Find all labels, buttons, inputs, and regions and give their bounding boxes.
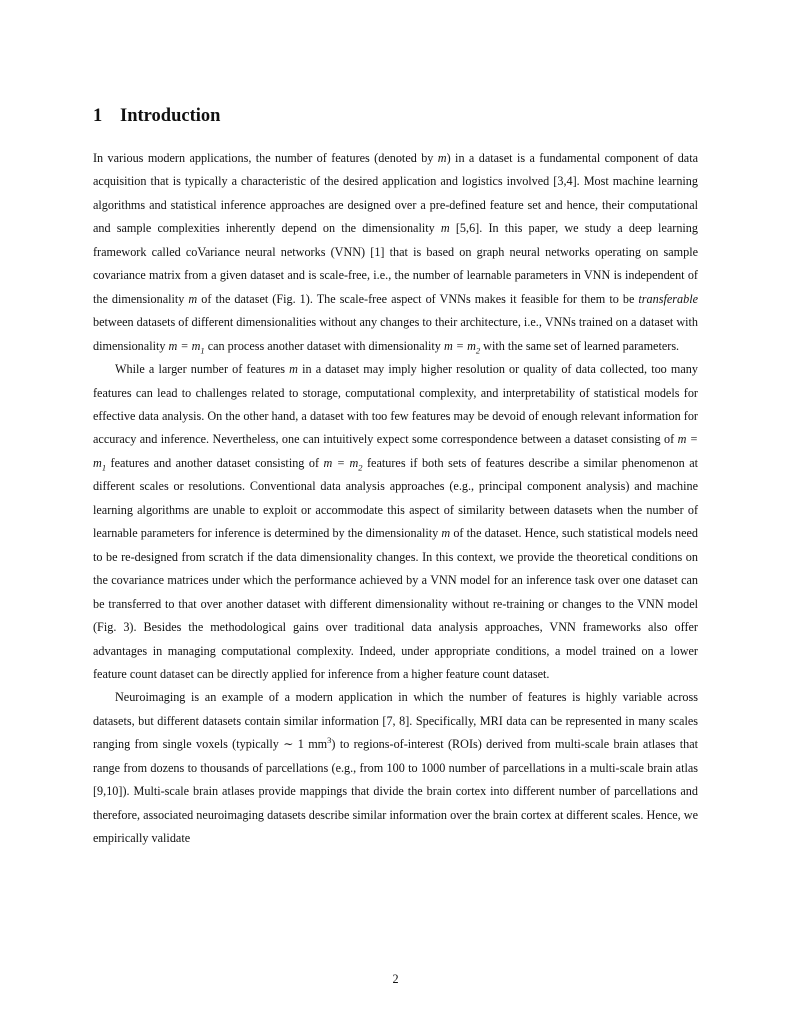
math-approx [283, 737, 331, 751]
text-run: [5,6]. In this paper, we study a deep learning framework called coVariance neural networks (VNN) [1] that is based on graph neural networks operating on sample covariance matrix from a given dataset and is scale-free, i.e., the number of learnable parameters in VNN is independent of the dimensionality [93, 221, 698, 306]
equation-body: m = m [93, 432, 699, 470]
equation-subscript: 1 [200, 345, 205, 356]
text-run: ) in a dataset is a fundamental component of data acquisition that is typically a characteristic of the desired application and logistics involved [3,4]. Most machine learning algorithms and statistical inference approaches are designed over a pre-defined feature set and hence, their computational and sample complexities inherently depend on the dimensionality [93, 151, 698, 236]
equation-subscript: 1 [101, 462, 107, 473]
text-run: in a dataset may imply higher resolution or quality of data collected, too many features can lead to challenges related to storage, computational complexity, and interpretability of statistical models for effective data analysis. On the other hand, a dataset with too few features may be devoid of enough relevant information for accuracy and inference. Nevertheless, one can intuitively expect some correspondence between a dataset consisting of [93, 362, 698, 447]
math-symbol: m [441, 526, 451, 541]
text-run: features if both sets of features describe a similar phenomenon at different scales or resolutions. Conventional data analysis approaches (e.g., principal component analysis) and machine learning algorithms are unable to exploit or accommodate this aspect of similarity between datasets when the number of learnable parameters for inference is determined by the dimensionality [93, 455, 699, 541]
equation-body: m = m [443, 338, 476, 353]
equation [323, 455, 363, 473]
emphasis: transferable [638, 291, 698, 306]
approx-value: ∼ 1 mm [283, 737, 328, 752]
text-run: In various modern applications, the number of features (denoted by [93, 151, 438, 165]
text-run: ) to regions-of-interest (ROIs) derived from multi-scale brain atlases that range from dozens to thousands of parcellations (e.g., from 100 to 1000 number of parcellations in a multi-scale brain atlas [9,10]). Multi-scale brain atlases provide mappings that divide the brain cortex into different number of parcellations and therefore, associated neuroimaging datasets describe similar information over the brain cortex at different scales. Hence, we empirically validate [93, 737, 699, 846]
paragraph-3 [93, 686, 698, 850]
unit-superscript: 3 [327, 735, 332, 746]
paragraph-2 [93, 358, 698, 686]
math-symbol: m [188, 291, 198, 306]
section-number: 1 [93, 106, 103, 126]
equation-subscript: 2 [475, 345, 481, 356]
text-run: of the dataset. Hence, such statistical models need to be re-designed from scratch if the data dimensionality changes. In this context, we provide the theoretical conditions on the covariance matrices under which the performance achieved by a VNN model for an inference task over one dataset can be transferred to that over another dataset with different dimensionality without re-training or changes to the VNN model (Fig. 3). Besides the methodological gains over traditional data analysis approaches, VNN frameworks also offer advantages in managing computational complexity. Indeed, under appropriate conditions, a model trained on a lower feature count dataset can be directly applied for inference from a higher feature count dataset. [93, 526, 698, 681]
equation [168, 338, 205, 356]
equation-subscript: 2 [358, 462, 363, 473]
text-run: features and another dataset consisting of [106, 455, 324, 470]
text-run: between datasets of different dimensionalities without any changes to their architecture, i.e., VNNs trained on a dataset with dimensionality [93, 315, 699, 353]
text-run: Neuroimaging is an example of a modern application in which the number of features is highly variable across datasets, but different datasets contain similar information [7, 8]. Specifically, MRI data can be represented in many scales ranging from single voxels (typically [93, 690, 698, 752]
text-run: of the dataset (Fig. 1). The scale-free aspect of VNNs makes it feasible for them to be [197, 291, 639, 306]
math-symbol: m [437, 151, 447, 165]
math-symbol: m [440, 221, 450, 236]
section-heading [93, 104, 220, 128]
equation-body: m = m [323, 455, 359, 470]
text-run: can process another dataset with dimensionality [204, 338, 444, 353]
body-text [93, 147, 698, 851]
equation [443, 338, 481, 356]
paragraph-1 [93, 147, 698, 358]
page-number: 2 [392, 972, 399, 986]
section-title: Introduction [120, 106, 221, 126]
equation-body: m = m [168, 338, 201, 353]
text-run: While a larger number of features [115, 362, 290, 377]
text-run: with the same set of learned parameters. [480, 338, 680, 353]
math-symbol: m [289, 362, 298, 377]
